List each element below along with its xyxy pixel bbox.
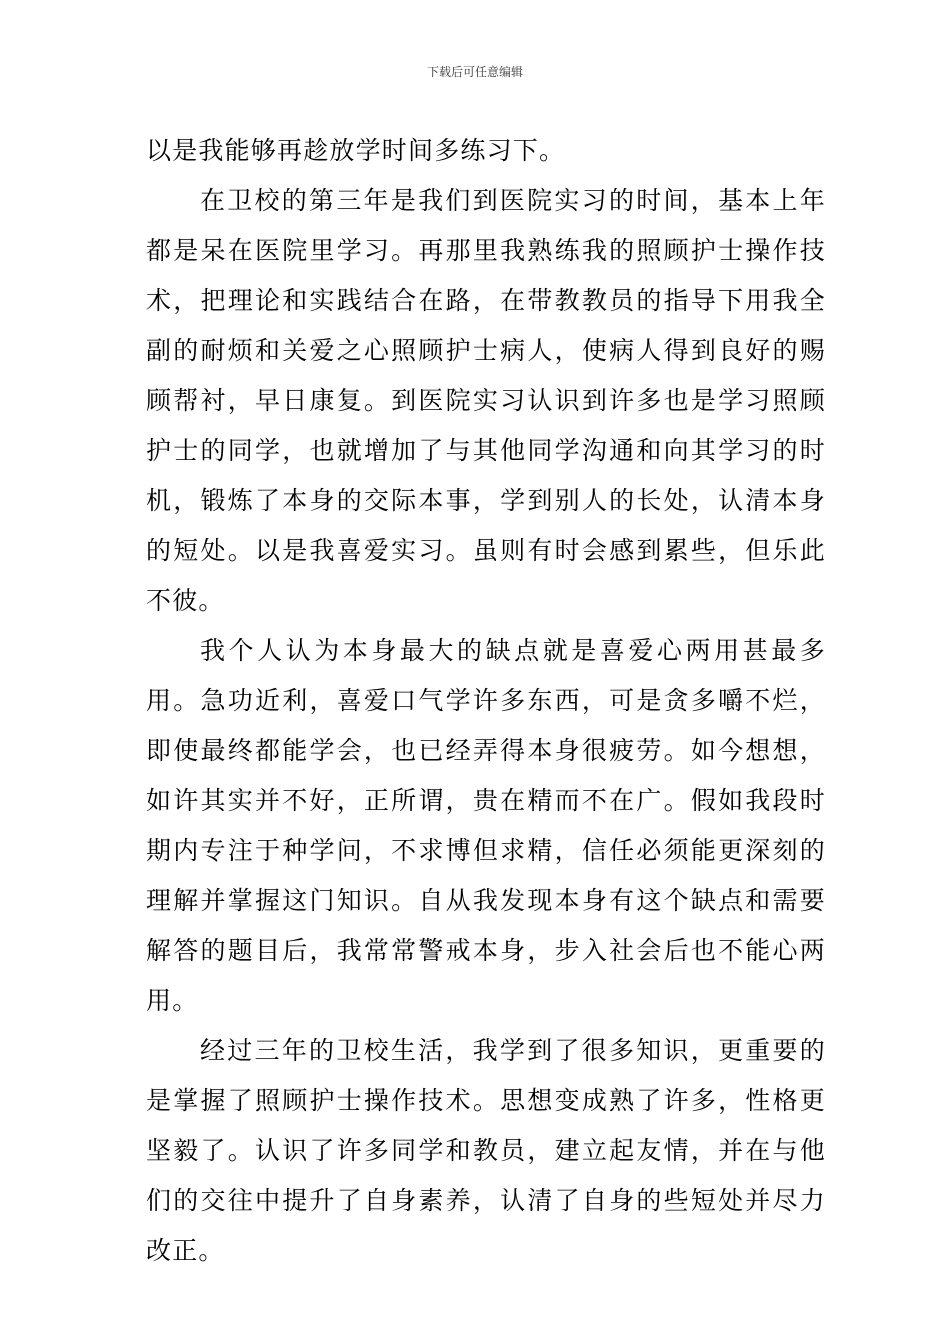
paragraph-2: 在卫校的第三年是我们到医院实习的时间，基本上年都是呆在医院里学习。再那里我熟练我的照顾护士操作技术，把理论和实践结合在路，在带教教员的指导下用我全副的耐烦和关爱之心照顾护士病人，使病人得到良好的赐顾帮衬，早日康复。到医院实习认识到许多也是学习照顾护士的同学，也就增加了与其他同学沟通和向其学习的时机，锻炼了本身的交际本事，学到别人的长处，认清本身的短处。以是我喜爱实习。虽则有时会感到累些，但乐此不彼。 xyxy=(146,186,826,615)
document-body xyxy=(146,126,826,1276)
paragraph-1: 以是我能够再趁放学时间多练习下。 xyxy=(146,136,566,165)
paragraph-4: 经过三年的卫校生活，我学到了很多知识，更重要的是掌握了照顾护士操作技术。思想变成熟了许多，性格更坚毅了。认识了许多同学和教员，建立起友情，并在与他们的交往中提升了自身素养，认清了自身的些短处并尽力改正。 xyxy=(146,1036,826,1265)
page-header: 下载后可任意编辑 xyxy=(426,65,523,79)
paragraph-3: 我个人认为本身最大的缺点就是喜爱心两用甚最多用。急功近利，喜爱口气学许多东西，可是贪多嚼不烂，即使最终都能学会，也已经弄得本身很疲劳。如今想想，如许其实并不好，正所谓，贵在精而不在广。假如我段时期内专注于种学问，不求博但求精，信任必须能更深刻的理解并掌握这门知识。自从我发现本身有这个缺点和需要解答的题目后，我常常警戒本身，步入社会后也不能心两用。 xyxy=(146,636,826,1015)
